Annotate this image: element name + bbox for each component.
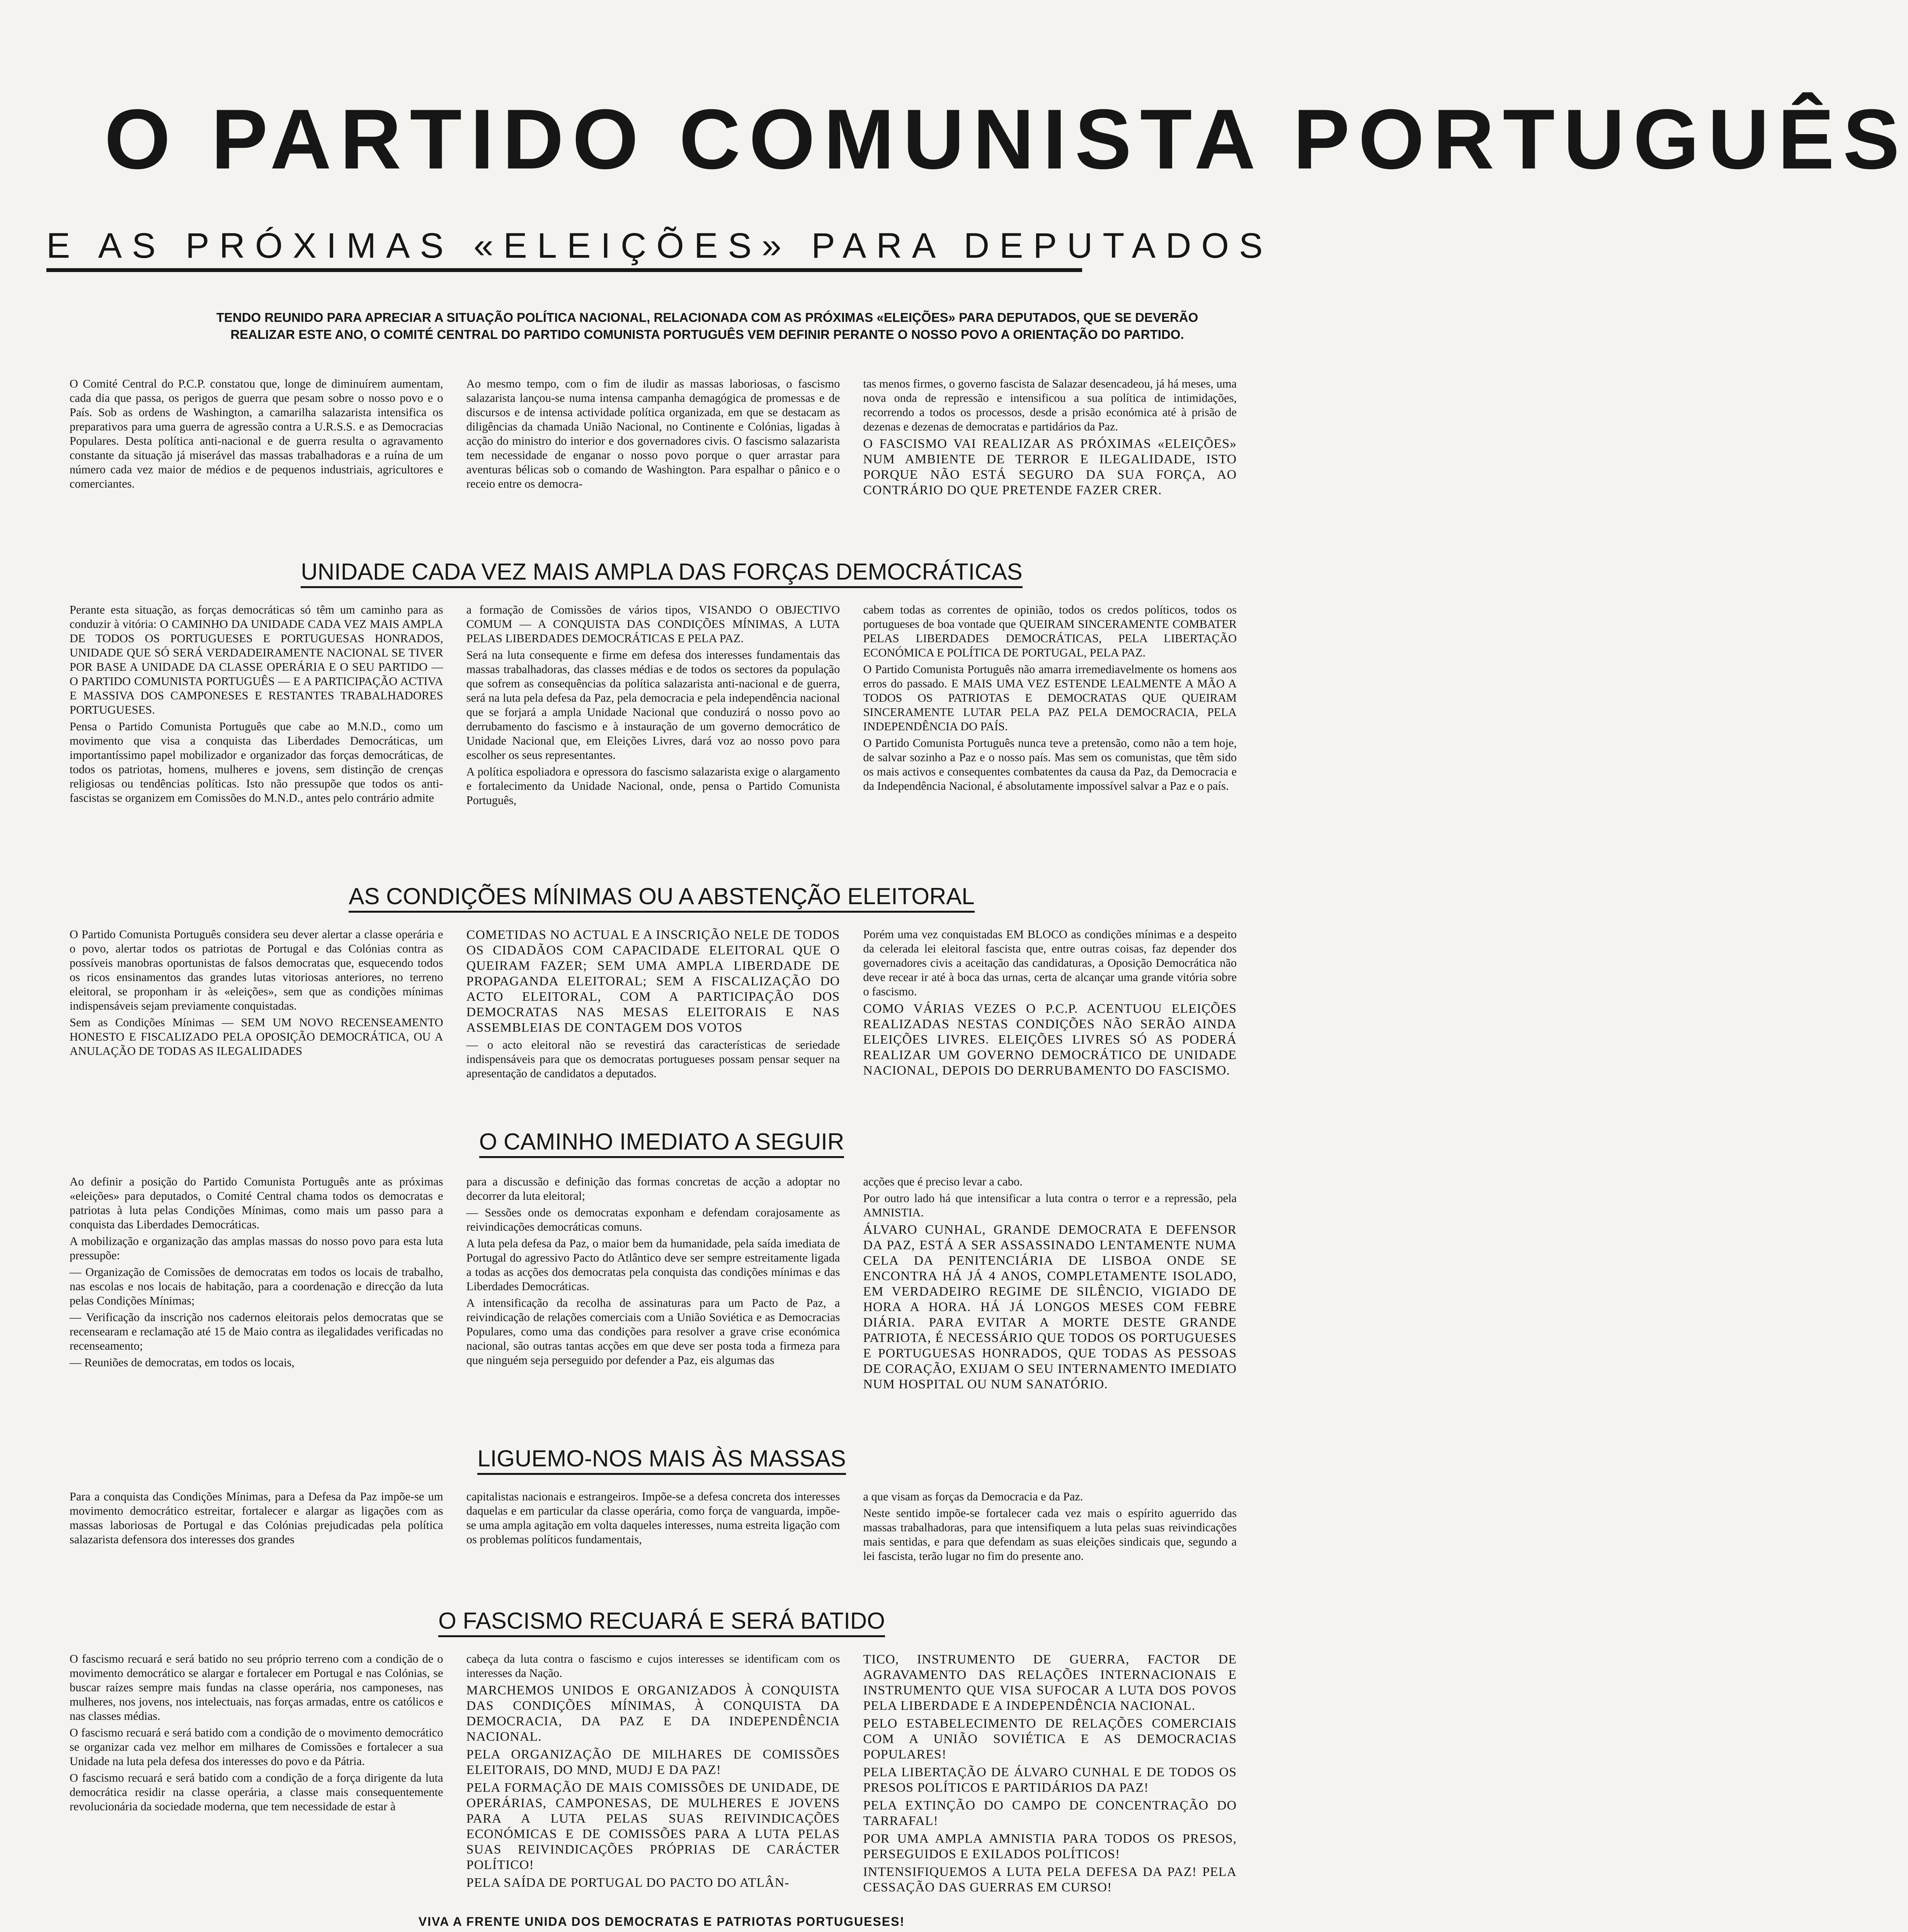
opening-section [70, 377, 1237, 500]
unity-col-3 [863, 603, 1237, 810]
defeat-slogan: PELA EXTINÇÃO DO CAMPO DE CONCENTRAÇÃO DO TARRAFAL! [863, 1798, 1237, 1828]
path-paragraph: — Organização de Comissões de democratas em todos os locais de trabalho, nas escolas e nos locais de habitação, para a coordenação e direcção da luta pelas Condições Mínimas; [70, 1265, 443, 1307]
section-heading-fascism-defeated: O FASCISMO RECUARÁ E SERÁ BATIDO [0, 1609, 1323, 1633]
defeat-slogan: PELA SAÍDA DE PORTUGAL DO PACTO DO ATLÂN- [466, 1876, 790, 1890]
unity-paragraph: O Partido Comunista Português não amarra irremediavelmente os homens aos erros do passado. E MAIS UMA VEZ ESTENDE LEALMENTE A MÃO A TODOS OS PATRIOTAS E DEMOCRATAS QUE QUEIRAM SINCERAMENTE LUTAR PELA PAZ PELA DEMOCRACIA, PELA INDEPENDÊNCIA DO PAÍS. [863, 663, 1237, 733]
path-paragraph: Ao definir a posição do Partido Comunista Português ante as próximas «eleições» para deputados, o Comité Central chama todos os democratas e patriotas à luta pelas Condições Mínimas, como mais um passo para a conquista das Liberdades Democráticas. [70, 1175, 443, 1231]
masses-paragraph: Para a conquista das Condições Mínimas, para a Defesa da Paz impõe-se um movimento democrático estreitar, fortalecer e alargar as ligações com as massas laboriosas de Portugal e das Colónias prejudicadas pela política salazarista defensora dos interesses dos grandes [70, 1490, 443, 1546]
minimum-conditions-section [70, 927, 1237, 1083]
path-paragraph: — Verificação da inscrição nos cadernos eleitorais pelos democratas que se recensearam e reclamação até 15 de Maio contra as ilegalidades verificadas no recenseamento; [70, 1311, 443, 1352]
defeat-slogan: PELA LIBERTAÇÃO DE ÁLVARO CUNHAL E DE TODOS OS PRESOS POLÍTICOS E PARTIDÁRIOS DA PAZ! [863, 1765, 1237, 1795]
unity-paragraph: a formação de Comissões de vários tipos, VISANDO O OBJECTIVO COMUM — A CONQUISTA DAS CONDIÇÕES MÍNIMAS, A LUTA PELAS LIBERDADES DEMOCRÁTICAS E PELA PAZ. [466, 603, 840, 645]
opening-paragraph: O Comité Central do P.C.P. constatou que, longe de diminuírem aumentam, cada dia que passa, os perigos de guerra que pesam sobre o nosso povo e o País. Sob as ordens de Washington, a camarilha salazarista intensifica os preparativos para uma guerra de agressão contra a U.R.S.S. e as Democracias Populares. Desta política anti-nacional e de guerra resulta o agravamento constante da situação já miserável das massas trabalhadoras e a ruína de um número cada vez maior de médios e de pequenos industriais, agricultores e comerciantes. [70, 377, 443, 490]
masses-paragraph: a que visam as forças da Democracia e da Paz. [863, 1490, 1083, 1503]
defeat-slogan: PELA FORMAÇÃO DE MAIS COMISSÕES DE UNIDADE, DE OPERÁRIAS, CAMPONESAS, DE MULHERES E JOVENS PARA A LUTA PELAS SUAS REIVINDICAÇÕES ECONÓMICAS E DE COMISSÕES PARA A LUTA PELAS SUAS REIVINDICAÇÕES PRÓPRIAS DE CARÁCTER POLÍTICO! [466, 1781, 840, 1872]
masses-paragraph: capitalistas nacionais e estrangeiros. Impõe-se a defesa concreta dos interesses daquelas e em particular da classe operária, como força de vanguarda, impõe-se uma ampla agitação em volta daqueles interesses, numa estreita ligação com os problemas políticos fundamentais, [466, 1490, 840, 1546]
masses-col-2 [466, 1490, 840, 1566]
conditions-paragraph: — o acto eleitoral não se revestirá das características de seriedade indispensáveis para que os democratas portugueses possam pensar sequer na apresentação de candidatos a deputados. [466, 1038, 840, 1080]
path-col-3 [863, 1175, 1237, 1395]
defeat-paragraph: O fascismo recuará e será batido com a condição de a força dirigente da luta democrática residir na classe operária, a classe mais consequentemente revolucionária da sociedade moderna, que tem necessidade de estar à [70, 1771, 443, 1813]
section-heading-minimum-conditions: AS CONDIÇÕES MÍNIMAS OU A ABSTENÇÃO ELEITORAL [0, 885, 1323, 908]
path-paragraph: para a discussão e definição das formas concretas de acção a adoptar no decorrer da luta eleitoral; [466, 1175, 840, 1202]
defeat-slogan: MARCHEMOS UNIDOS E ORGANIZADOS À CONQUISTA DAS CONDIÇÕES MÍNIMAS, À CONQUISTA DA DEMOCRACIA, DA PAZ E DA INDEPENDÊNCIA NACIONAL. [466, 1683, 840, 1744]
masses-col-3 [863, 1490, 1237, 1566]
path-col-1 [70, 1175, 443, 1395]
unity-section [70, 603, 1237, 810]
defeat-slogan: INTENSIFIQUEMOS A LUTA PELA DEFESA DA PAZ! PELA CESSAÇÃO DAS GUERRAS EM CURSO! [863, 1865, 1237, 1895]
path-emphasis: ÁLVARO CUNHAL, GRANDE DEMOCRATA E DEFENSOR DA PAZ, ESTÁ A SER ASSASSINADO LENTAMENTE NUMA CELA DA PENITENCIÁRIA DE LISBOA ONDE SE ENCONTRA HÁ JÁ 4 ANOS, COMPLETAMENTE ISOLADO, EM VERDADEIRO REGIME DE SILÊNCIO, VIGIADO DE HORA A HORA. HÁ JÁ LONGOS MESES COM FEBRE DIÁRIA. PARA EVITAR A MORTE DESTE GRANDE PATRIOTA, É NECESSÁRIO QUE TODOS OS PORTUGUESES E PORTUGUESAS HONRADOS, QUE TODAS AS PESSOAS DE CORAÇÃO, EXIJAM O SEU INTERNAMENTO IMEDIATO NUM HOSPITAL OU NUM SANATÓRIO. [863, 1223, 1237, 1391]
opening-paragraph: tas menos firmes, o governo fascista de Salazar desencadeou, já há meses, uma nova onda de repressão e intensificou a sua política de intimidações, recorrendo a todos os processos, desde a prisão económica até à prisão de dezenas e dezenas de democratas e partidários da Paz. [863, 377, 1237, 433]
unity-paragraph: O Partido Comunista Português nunca teve a pretensão, como não a tem hoje, de salvar sozinho a Paz e o nosso país. Mas sem os comunistas, que têm sido os mais activos e consequentes combatentes da causa da Paz, da Democracia e da Independência Nacional, é absolutamente impossível salvar a Paz e o país. [863, 736, 1237, 793]
opening-col-3 [863, 377, 1237, 500]
intro-statement: TENDO REUNIDO PARA APRECIAR A SITUAÇÃO POLÍTICA NACIONAL, RELACIONADA COM AS PRÓXIMAS «ELEIÇÕES» PARA DEPUTADOS, QUE SE DEVERÃO REALIZAR ESTE ANO, O COMITÉ CENTRAL DO PARTIDO COMUNISTA PORTUGUÊS VEM DEFINIR PERANTE O NOSSO POVO A ORIENTAÇÃO DO PARTIDO. [216, 310, 1198, 342]
path-paragraph: A mobilização e organização das amplas massas do nosso povo para esta luta pressupõe: [70, 1235, 443, 1262]
unity-paragraph: A política espoliadora e opressora do fascismo salazarista exige o alargamento e fortalecimento da Unidade Nacional, onde, pensa o Partido Comunista Português, [466, 765, 840, 807]
opening-col-2 [466, 377, 840, 500]
path-paragraph: Por outro lado há que intensificar a luta contra o terror e a repressão, pela AMNISTIA. [863, 1192, 1237, 1219]
unity-col-2 [466, 603, 840, 810]
conditions-paragraph: O Partido Comunista Português considera seu dever alertar a classe operária e o povo, alertar todos os patriotas de Portugal e das Colónias contra as possíveis manobras oportunistas de falsos democratas que, esquecendo todos os ricos ensinamentos das grandes lutas vitoriosas anteriores, no terreno eleitoral, se proponham ir às «eleições», sem que as condições mínimas indispensáveis sejam previamente conquistadas. [70, 928, 443, 1012]
opening-emphasis: O FASCISMO VAI REALIZAR AS PRÓXIMAS «ELEIÇÕES» NUM AMBIENTE DE TERROR E ILEGALIDADE, ISTO PORQUE NÃO ESTÁ SEGURO DA SUA FORÇA, AO CONTRÁRIO DO QUE PRETENDE FAZER CRER. [863, 437, 1237, 497]
unity-paragraph: Pensa o Partido Comunista Português que cabe ao M.N.D., como um movimento que visa a conquista das Liberdades Democráticas, um importantíssimo papel mobilizador e organizador das forças democráticas, de todos os patriotas, homens, mulheres e jovens, sem distinção de crenças religiosas ou tendências políticas. Isto não pressupõe que todos os anti-fascistas se organizem em Comissões do M.N.D., antes pelo contrário admite [70, 720, 443, 804]
opening-col-1 [70, 377, 443, 500]
defeat-col-3 [863, 1652, 1237, 1898]
path-paragraph: — Sessões onde os democratas exponham e defendam corajosamente as reivindicações democráticas comuns. [466, 1206, 840, 1233]
defeat-col-1 [70, 1652, 443, 1898]
masses-section [70, 1490, 1237, 1566]
conditions-col-1 [70, 927, 443, 1083]
conditions-emphasis: COMETIDAS NO ACTUAL E A INSCRIÇÃO NELE DE TODOS OS CIDADÃOS COM CAPACIDADE ELEITORAL QUE O QUEIRAM FAZER; SEM UMA AMPLA LIBERDADE DE PROPAGANDA ELEITORAL; SEM A FISCALIZAÇÃO DO ACTO ELEITORAL, COM A PARTICIPAÇÃO DOS DEMOCRATAS NAS MESAS ELEITORAIS E NAS ASSEMBLEIAS DE CONTAGEM DOS VOTOS [466, 928, 840, 1035]
defeat-slogan: PELO ESTABELECIMENTO DE RELAÇÕES COMERCIAIS COM A UNIÃO SOVIÉTICA E AS DEMOCRACIAS POPULARES! [863, 1716, 1237, 1762]
page-subtitle: E AS PRÓXIMAS «ELEIÇÕES» PARA DEPUTADOS [46, 228, 1082, 272]
path-paragraph: acções que é preciso levar a cabo. [863, 1175, 1023, 1188]
conditions-col-3 [863, 927, 1237, 1083]
section-heading-immediate-path: O CAMINHO IMEDIATO A SEGUIR [0, 1130, 1323, 1153]
defeat-paragraph: cabeça da luta contra o fascismo e cujos interesses se identificam com os interesses da Nação. [466, 1652, 840, 1680]
conditions-paragraph: Sem as Condições Mínimas — SEM UM NOVO RECENSEAMENTO HONESTO E FISCALIZADO PELA OPOSIÇÃO DEMOCRÁTICA, OU A ANULAÇÃO DE TODAS AS ILEGALIDADES [70, 1016, 443, 1058]
section-heading-masses: LIGUEMO-NOS MAIS ÀS MASSAS [0, 1447, 1323, 1470]
conditions-emphasis: COMO VÁRIAS VEZES O P.C.P. ACENTUOU ELEIÇÕES REALIZADAS NESTAS CONDIÇÕES NÃO SERÃO AINDA ELEIÇÕES LIVRES. ELEIÇÕES LIVRES SÓ AS PODERÁ REALIZAR UM GOVERNO DEMOCRÁTICO DE UNIDADE NACIONAL, DEPOIS DO DERRUBAMENTO DO FASCISMO. [863, 1002, 1237, 1078]
page-title: O PARTIDO COMUNISTA PORTUGUÊS [104, 92, 1908, 187]
defeat-col-2 [466, 1652, 840, 1898]
unity-paragraph: Será na luta consequente e firme em defesa dos interesses fundamentais das massas trabalhadoras, das classes médias e de todos os sectores da população que sofrem as consequências da política salazarista anti-nacional e de guerra, será na luta pela defesa da Paz, pela democracia e pela independência nacional que se forjará a ampla Unidade Nacional que conduzirá o nosso povo ao derrubamento do fascismo e à instauração de um governo democrático de Unidade Nacional que, em Eleições Livres, dará voz ao nosso povo para escolher os seus representantes. [466, 648, 840, 762]
unity-col-1 [70, 603, 443, 810]
unity-paragraph: Perante esta situação, as forças democráticas só têm um caminho para as conduzir à vitória: O CAMINHO DA UNIDADE CADA VEZ MAIS AMPLA DE TODOS OS PORTUGUESES E PORTUGUESAS HONRADOS, UNIDADE QUE SÓ SERÁ VERDADEIRAMENTE NACIONAL SE TIVER POR BASE A UNIDADE DA CLASSE OPERÁRIA E O SEU PARTIDO — O PARTIDO COMUNISTA PORTUGUÊS — E A PARTICIPAÇÃO ACTIVA E MASSIVA DOS CAMPONESES E RESTANTES TRABALHADORES PORTUGUESES. [70, 603, 443, 716]
masses-col-1 [70, 1490, 443, 1566]
defeat-paragraph: O fascismo recuará e será batido com a condição de o movimento democrático se organizar cada vez melhor em milhares de Comissões e fortalecer a sua Unidade na luta pela defesa dos interesses do povo e da Pátria. [70, 1726, 443, 1768]
conditions-col-2 [466, 927, 840, 1083]
path-paragraph: — Reuniões de democratas, em todos os locais, [70, 1356, 294, 1369]
path-paragraph: A intensificação da recolha de assinaturas para um Pacto de Paz, a reivindicação de relações comerciais com a União Soviética e as Democracias Populares, como uma das condições para resolver a grave crise económica nacional, são outras tantas acções em que deve ser posta toda a firmeza para que ninguém seja perseguido por defender a Paz, eis algumas das [466, 1296, 840, 1367]
closing-slogan-1: VIVA A FRENTE UNIDA DOS DEMOCRATAS E PATRIOTAS PORTUGUESES! [418, 1915, 905, 1929]
path-paragraph: A luta pela defesa da Paz, o maior bem da humanidade, pela saída imediata de Portugal do agressivo Pacto do Atlântico deve ser sempre estreitamente ligada a todas as acções dos democratas pela conquista das condições mínimas e das Liberdades Democráticas. [466, 1237, 840, 1293]
unity-paragraph: cabem todas as correntes de opinião, todos os credos políticos, todos os portugueses de boa vontade que QUEIRAM SINCERAMENTE COMBATER PELAS LIBERDADES DEMOCRÁTICAS, PELA LIBERTAÇÃO ECONÓMICA E POLÍTICA DE PORTUGAL, PELA PAZ. [863, 603, 1237, 659]
defeat-slogan: POR UMA AMPLA AMNISTIA PARA TODOS OS PRESOS, PERSEGUIDOS E EXILADOS POLÍTICOS! [863, 1832, 1237, 1861]
masses-paragraph: Neste sentido impõe-se fortalecer cada vez mais o espírito aguerrido das massas trabalhadoras, para que intensifiquem a luta pelas suas reivindicações mais sentidas, e para que defendam as suas eleições sindicais que, segundo a lei fascista, terão lugar no fim do presente ano. [863, 1507, 1237, 1563]
path-col-2 [466, 1175, 840, 1395]
conditions-paragraph: Porém uma vez conquistadas EM BLOCO as condições mínimas e a despeito da celerada lei eleitoral fascista que, entre outras coisas, faz depender dos governadores civis a aceitação das candidaturas, a Oposição Democrática não deve recear ir até à boca das urnas, certa de alcançar uma grande vitória sobre o fascismo. [863, 928, 1237, 998]
opening-paragraph: Ao mesmo tempo, com o fim de iludir as massas laboriosas, o fascismo salazarista lançou-se numa intensa campanha demagógica de promessas e de discursos e de intensa actividade política organizada, em que se destacam as diligências da chamada União Nacional, no Continente e Colónias, ligadas à acção do ministro do interior e dos governadores civis. O fascismo salazarista tem necessidade de enganar o nosso povo porque o quer arrastar para aventuras bélicas sob o comando de Washington. Para espalhar o pânico e o receio entre os democra- [466, 377, 840, 490]
fascism-defeated-section [70, 1652, 1237, 1898]
immediate-path-section [70, 1175, 1237, 1395]
defeat-paragraph: O fascismo recuará e será batido no seu próprio terreno com a condição de o movimento democrático se alargar e fortalecer em Portugal e nas Colónias, se buscar raízes sempre mais fundas na classe operária, nos camponeses, nas mulheres, nos jovens, nos intelectuais, nas forças armadas, entre os católicos e nas classes médias. [70, 1652, 443, 1723]
section-heading-unity: UNIDADE CADA VEZ MAIS AMPLA DAS FORÇAS DEMOCRÁTICAS [0, 560, 1323, 583]
defeat-slogan: PELA ORGANIZAÇÃO DE MILHARES DE COMISSÕES ELEITORAIS, DO MND, MUDJ E DA PAZ! [466, 1747, 840, 1777]
defeat-slogan: TICO, INSTRUMENTO DE GUERRA, FACTOR DE AGRAVAMENTO DAS RELAÇÕES INTERNACIONAIS E INSTRUMENTO QUE VISA SUFOCAR A LUTA DOS POVOS PELA LIBERDADE E A INDEPENDÊNCIA NACIONAL. [863, 1652, 1237, 1713]
